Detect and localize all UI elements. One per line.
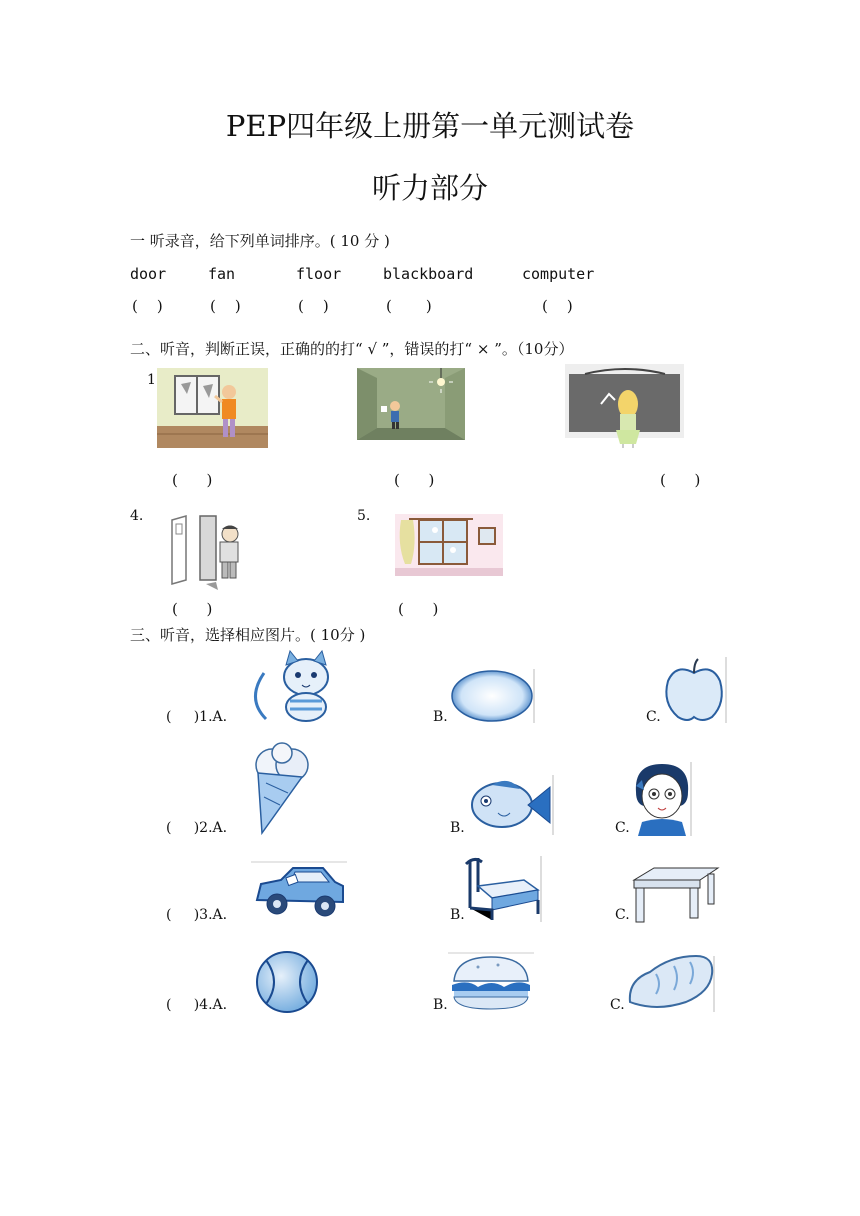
word-blackboard: blackboard (383, 265, 474, 283)
answer-blank[interactable]: ( ) (172, 471, 213, 489)
item-number: 5. (357, 508, 371, 524)
word-computer: computer (522, 265, 595, 283)
section1-heading: 一 听录音，给下列单词排序。( 10 分 ) (130, 232, 390, 250)
ball-icon (250, 950, 324, 1014)
page-subtitle: 听力部分 (371, 171, 488, 205)
page-title: PEP四年级上册第一单元测试卷 (225, 109, 635, 143)
window-curtain-picture (395, 514, 503, 576)
section2-heading: 二、听音，判断正误，正确的的打“ √ ”，错误的打“ × ”。（10分） (130, 340, 574, 358)
answer-blank[interactable]: ( ) (542, 297, 573, 315)
girl-icon (630, 762, 692, 836)
question-label: ( )4.A. (166, 997, 228, 1013)
option-b-label: B. (433, 997, 448, 1013)
answer-blank[interactable]: ( ) (132, 297, 163, 315)
apple-icon (662, 657, 728, 723)
option-b-label: B. (433, 709, 448, 725)
bread-icon (626, 950, 716, 1012)
question-label: ( )2.A. (166, 820, 228, 836)
egg-icon (450, 669, 536, 723)
cat-icon (250, 649, 334, 723)
answer-blank[interactable]: ( ) (386, 297, 435, 315)
word-door: door (130, 265, 167, 283)
fish-icon (468, 775, 554, 835)
item-number: 1 (147, 372, 156, 388)
answer-blank[interactable]: ( ) (172, 600, 213, 618)
question-label: ( )1.A. (166, 709, 228, 725)
answer-blank[interactable]: ( ) (660, 471, 701, 489)
answer-blank[interactable]: ( ) (398, 600, 439, 618)
ice-cream-icon (252, 743, 312, 835)
room-light-picture (357, 368, 465, 440)
option-c-label: C. (615, 820, 630, 836)
question-label: ( )3.A. (166, 907, 228, 923)
girl-blackboard-picture (565, 364, 684, 448)
option-b-label: B. (450, 820, 465, 836)
car-icon (251, 862, 347, 920)
bed-icon (464, 856, 542, 922)
option-c-label: C. (610, 997, 625, 1013)
section3-heading: 三、听音，选择相应图片。( 10分 ) (130, 626, 366, 644)
boy-window-picture (157, 368, 268, 448)
option-c-label: C. (646, 709, 661, 725)
answer-blank[interactable]: ( ) (394, 471, 435, 489)
boy-door-picture (166, 514, 244, 592)
option-c-label: C. (615, 907, 630, 923)
answer-blank[interactable]: ( ) (298, 297, 329, 315)
item-number: 4. (130, 508, 144, 524)
answer-blank[interactable]: ( ) (210, 297, 241, 315)
option-b-label: B. (450, 907, 465, 923)
desk-icon (630, 866, 720, 924)
hamburger-icon (448, 953, 534, 1013)
word-fan: fan (208, 265, 236, 283)
word-floor: floor (296, 265, 342, 283)
